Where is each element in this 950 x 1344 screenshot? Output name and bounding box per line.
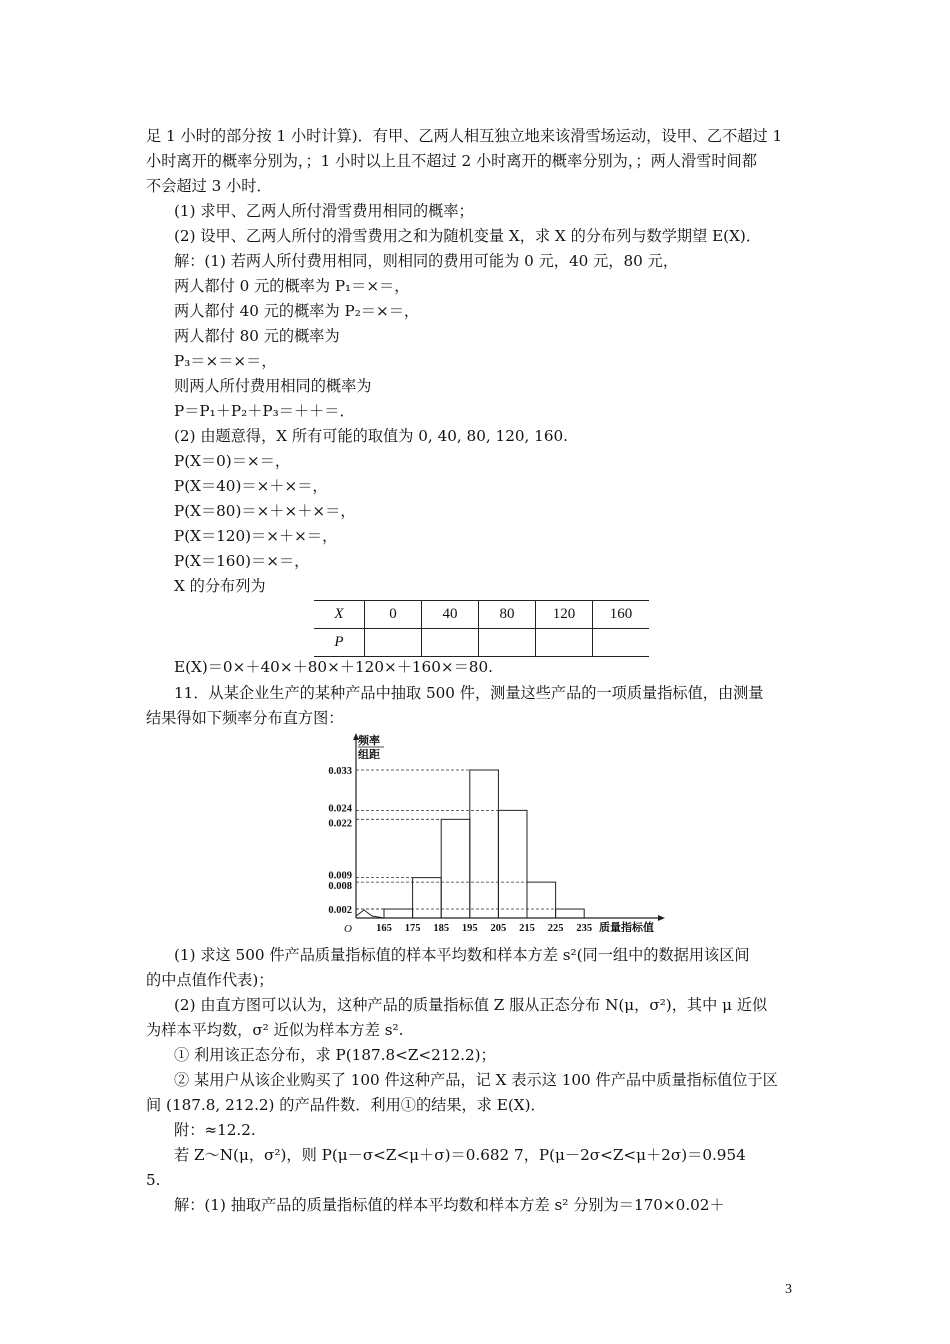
text-line: 11．从某企业生产的某种产品中抽取 500 件，测量这些产品的一项质量指标值，由测量 <box>174 684 764 702</box>
text-line: 5. <box>146 1171 161 1189</box>
text-line: 两人都付 40 元的概率为 P₂＝×＝， <box>174 302 420 320</box>
text-line: 解：(1) 抽取产品的质量指标值的样本平均数和样本方差 s² 分别为＝170×0.02＋ <box>174 1196 725 1214</box>
text-line: P(X＝40)＝×＋×＝， <box>174 477 328 495</box>
page-number: 3 <box>785 1282 792 1297</box>
bar <box>527 882 556 918</box>
text-line: 为样本平均数，σ² 近似为样本方差 s². <box>146 1021 404 1039</box>
x-tick-label: 175 <box>404 923 421 932</box>
text-line: (2) 由题意得，X 所有可能的取值为 0, 40, 80, 120, 160. <box>174 427 568 445</box>
table-cell: 80 <box>479 601 536 629</box>
table-cell <box>422 629 479 657</box>
x-tick-label: 215 <box>519 923 535 932</box>
y-tick-label: 0.009 <box>328 870 352 882</box>
bar <box>556 909 585 918</box>
table-cell: P <box>314 629 365 657</box>
text-line: ① 利用该正态分布，求 P(187.8<Z<212.2)； <box>174 1046 496 1064</box>
text-line: 解：(1) 若两人所付费用相同，则相同的费用可能为 0 元，40 元，80 元， <box>174 252 679 270</box>
table-cell <box>479 629 536 657</box>
bar <box>384 909 413 918</box>
text-line: 的中点值作代表)； <box>146 971 274 989</box>
y-axis-label-top: 频率 <box>358 734 380 747</box>
text-line: 不会超过 3 小时． <box>146 177 272 195</box>
axis-break <box>356 910 384 918</box>
y-tick-label: 0.008 <box>328 881 352 893</box>
text-line: (2) 设甲、乙两人所付的滑雪费用之和为随机变量 X，求 X 的分布列与数学期望 E(X)． <box>174 227 762 245</box>
origin-label: O <box>344 923 352 932</box>
table-cell <box>365 629 422 657</box>
table-cell: 0 <box>365 601 422 629</box>
y-axis-label-bottom: 组距 <box>358 748 380 761</box>
x-tick-label: 185 <box>433 923 450 932</box>
table-row <box>314 601 649 629</box>
text-line: 两人都付 80 元的概率为 <box>174 327 340 345</box>
text-line: P₃＝×＝×＝， <box>174 352 277 370</box>
x-tick-label: 205 <box>490 923 507 932</box>
text-line: 足 1 小时的部分按 1 小时计算)．有甲、乙两人相互独立地来该滑雪场运动，设甲、乙不超过 1 <box>146 127 783 145</box>
text-line: P(X＝0)＝×＝， <box>174 452 291 470</box>
table-cell: 160 <box>593 601 650 629</box>
text-line: P(X＝80)＝×＋×＋×＝， <box>174 502 356 520</box>
bar <box>470 770 499 918</box>
text-line: P＝P₁＋P₂＋P₃＝＋＋＝． <box>174 402 355 420</box>
text-line: 小时离开的概率分别为，；1 小时以上且不超过 2 小时离开的概率分别为，；两人滑雪时间都 <box>146 152 757 170</box>
x-tick-label: 225 <box>547 923 564 932</box>
text-line: 则两人所付费用相同的概率为 <box>174 377 372 395</box>
y-tick-label: 0.022 <box>328 818 352 830</box>
text-line: X 的分布列为 <box>174 577 266 595</box>
histogram-chart <box>306 732 666 932</box>
x-tick-label: 235 <box>576 923 593 932</box>
distribution-table <box>314 600 649 657</box>
y-tick-label: 0.033 <box>328 766 352 777</box>
bar <box>441 819 470 918</box>
table-row <box>314 629 649 657</box>
text-line: 附：≈12.2. <box>174 1121 256 1139</box>
text-line: 两人都付 0 元的概率为 P₁＝×＝， <box>174 277 410 295</box>
text-line: E(X)＝0×＋40×＋80×＋120×＋160×＝80. <box>174 658 493 676</box>
text-line: (1) 求甲、乙两人所付滑雪费用相同的概率； <box>174 202 474 220</box>
text-line: 若 Z～N(μ，σ²)，则 P(μ－σ<Z<μ＋σ)＝0.682 7，P(μ－2σ<Z<μ＋2σ)＝0.954 <box>174 1146 746 1164</box>
table-cell: X <box>314 601 365 629</box>
text-line: (1) 求这 500 件产品质量指标值的样本平均数和样本方差 s²(同一组中的数据用该区间 <box>174 946 750 964</box>
x-axis-label: 质量指标值 <box>599 921 654 932</box>
bar <box>413 878 442 918</box>
text-line: 结果得如下频率分布直方图： <box>146 709 344 727</box>
text-line: (2) 由直方图可以认为，这种产品的质量指标值 Z 服从正态分布 N(μ，σ²)，其中 μ 近似 <box>174 996 768 1014</box>
x-axis-arrow <box>658 915 665 921</box>
table-cell: 40 <box>422 601 479 629</box>
text-line: 间 (187.8, 212.2) 的产品件数．利用①的结果，求 E(X)． <box>146 1096 546 1114</box>
text-line: ② 某用户从该企业购买了 100 件这种产品，记 X 表示这 100 件产品中质量指标值位于区 <box>174 1071 778 1089</box>
table-cell <box>593 629 650 657</box>
y-tick-label: 0.024 <box>328 803 352 815</box>
text-line: P(X＝160)＝×＝， <box>174 552 310 570</box>
table-cell: 120 <box>536 601 593 629</box>
bar <box>498 810 527 918</box>
x-tick-label: 195 <box>461 923 478 932</box>
x-tick-label: 165 <box>376 923 392 932</box>
table-cell <box>536 629 593 657</box>
text-line: P(X＝120)＝×＋×＝， <box>174 527 338 545</box>
y-tick-label: 0.002 <box>328 905 352 917</box>
